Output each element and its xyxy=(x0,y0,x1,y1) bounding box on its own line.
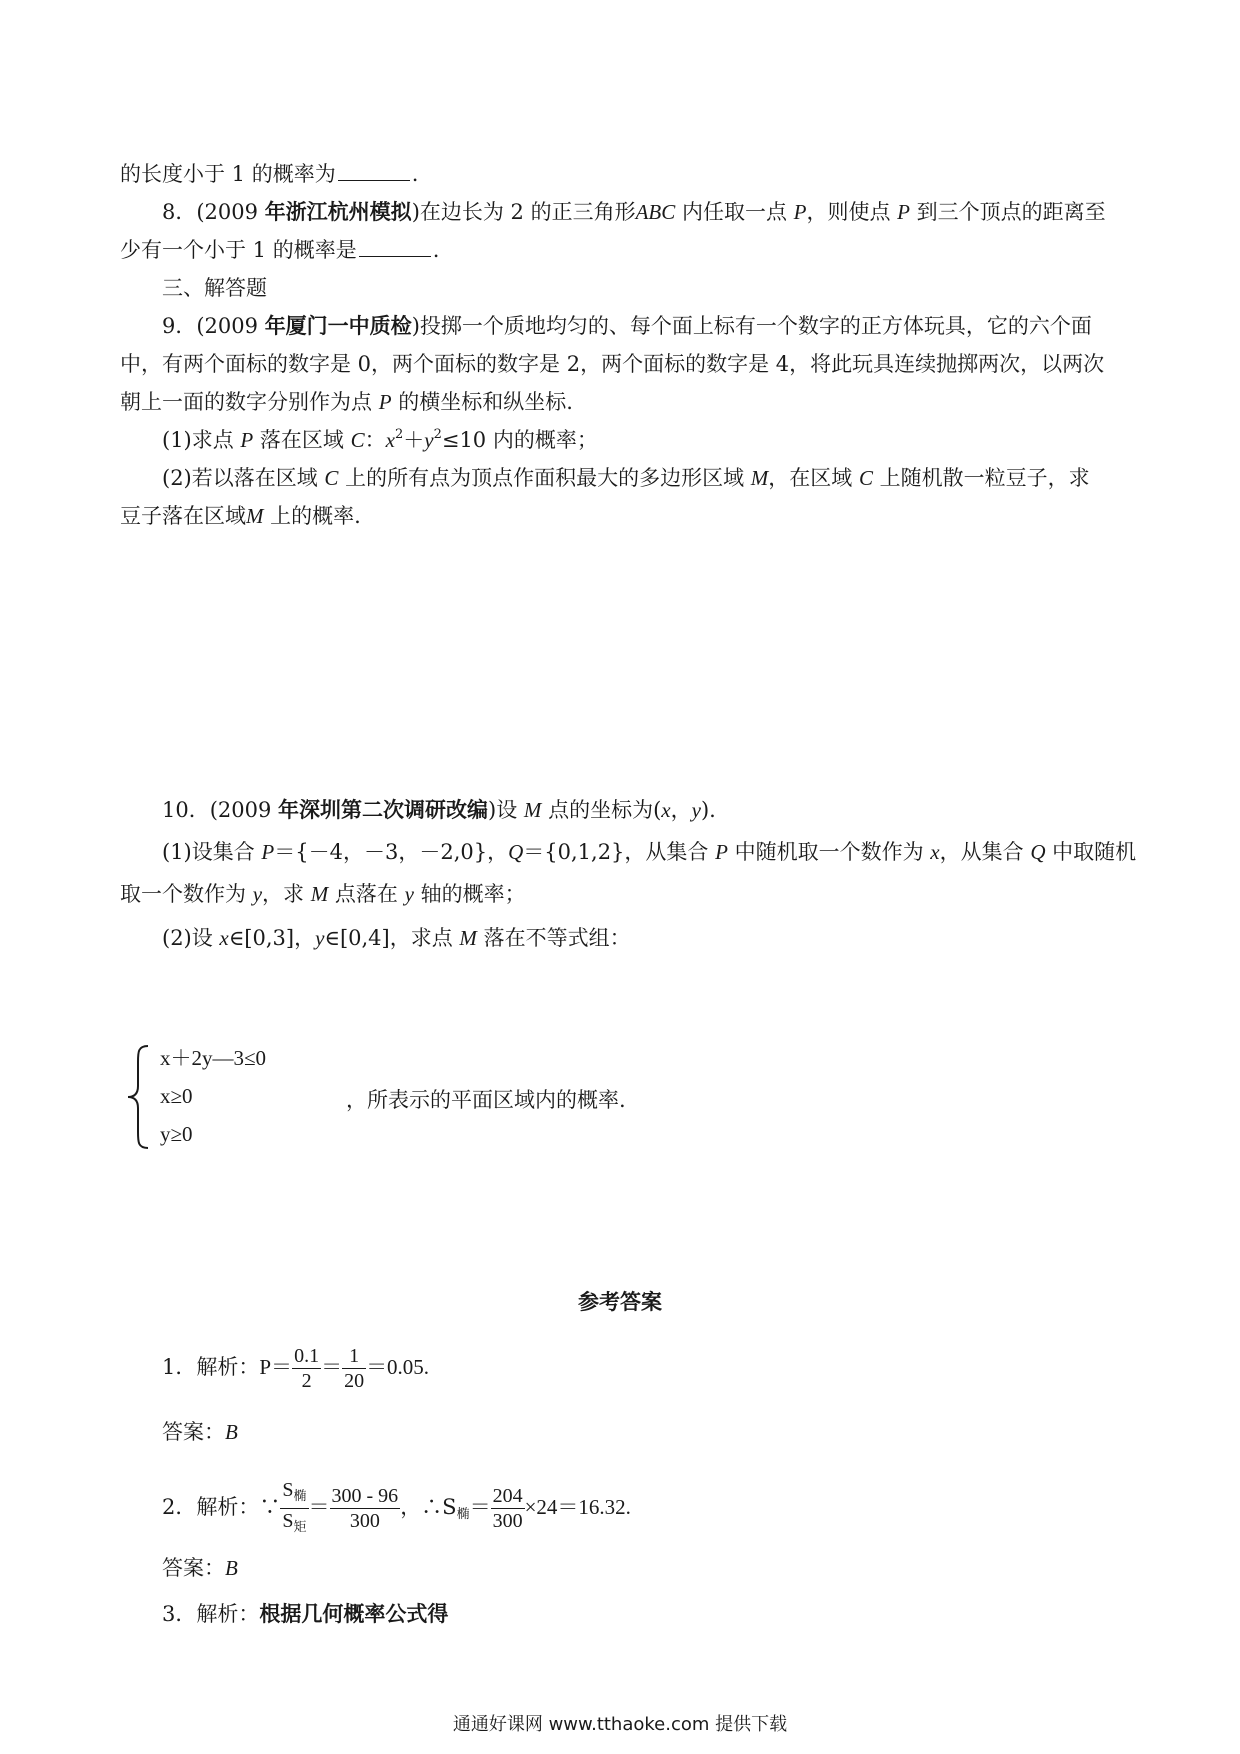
system-row-2: x≥0 xyxy=(160,1084,193,1108)
q9-source: 年厦门一中质检 xyxy=(264,313,412,338)
answer-1-result: 答案：B xyxy=(162,1420,238,1444)
q9-part2-line2: 豆子落在区域M 上的概率. xyxy=(120,504,361,528)
fraction: $\frac{204}{300}$ xyxy=(492,1485,523,1532)
q9-line2: 中，有两个面标的数字是 0，两个面标的数字是 2，两个面标的数字是 4，将此玩具连续抛掷两次，以两次 xyxy=(120,352,1105,376)
q8-line1: 8．(2009 年浙江杭州模拟)在边长为 2 的正三角形ABC 内任取一点 P，则使点 P 到三个顶点的距离至 xyxy=(162,199,1106,224)
answers-title: 参考答案 xyxy=(578,1289,662,1314)
answer-2-analysis: 2．解析：∵ $\frac{S_椭}{S_矩}$ ＝ $\frac{300 - 96}{300}$ ，$\therefore S_椭=$ $\frac{204}{300}$ ×24＝16.32. xyxy=(162,1478,631,1539)
fraction: $\frac{0.1}{2}$ xyxy=(294,1345,320,1392)
q10-part2: (2)设 x∈[0,3]，y∈[0,4]，求点 M 落在不等式组： xyxy=(162,926,631,950)
q9-part2-line1: (2)若以落在区域 C 上的所有点为顶点作面积最大的多边形区域 M，在区域 C 上随机散一粒豆子，求 xyxy=(162,466,1090,490)
fraction: $\frac{1}{20}$ xyxy=(344,1345,365,1392)
system-row-3: y≥0 xyxy=(160,1122,193,1146)
section-heading: 三、解答题 xyxy=(162,276,267,300)
q9-line1: 9．(2009 年厦门一中质检)投掷一个质地均匀的、每个面上标有一个数字的正方体玩具，它的六个面 xyxy=(162,313,1092,338)
q10-part1-line1: (1)设集合 P＝{－4，－3，－2,0}，Q＝{0,1,2}，从集合 P 中随机取一个数作为 x，从集合 Q 中取随机 xyxy=(162,840,1137,864)
q8-source: 年浙江杭州模拟 xyxy=(264,199,412,224)
q10-line1: 10．(2009 年深圳第二次调研改编)设 M 点的坐标为(x，y). xyxy=(162,797,716,822)
q9-part1: (1)求点 P 落在区域 C：$x^2+y^2\le 10$ 内的概率； xyxy=(162,427,598,452)
system-row-1: x＋2y—3≤0 xyxy=(160,1046,267,1070)
answer-1-analysis: 1．解析：P＝ $\frac{0.1}{2}$ ＝ $\frac{1}{20}$ ＝0.05. xyxy=(162,1345,430,1392)
answer-2-result: 答案：B xyxy=(162,1556,238,1580)
q7-tail-line: 的长度小于 1 的概率为 . xyxy=(120,162,419,186)
q8-line2: 少有一个小于 1 的概率是 . xyxy=(120,238,440,262)
q10-source: 年深圳第二次调研改编 xyxy=(278,797,489,822)
answer-3-analysis: 3．解析：根据几何概率公式得 xyxy=(162,1601,449,1626)
left-brace-icon xyxy=(120,1042,156,1152)
q10-system-tail: ，所表示的平面区域内的概率. xyxy=(346,1088,626,1112)
fraction: $\frac{300 - 96}{300}$ xyxy=(331,1485,399,1532)
q9-line3: 朝上一面的数字分别作为点 P 的横坐标和纵坐标. xyxy=(120,390,573,414)
answer-blank xyxy=(359,238,431,257)
page-footer: 通通好课网 www.tthaoke.com 提供下载 xyxy=(452,1714,788,1735)
answer-blank xyxy=(338,162,410,181)
q7-tail-text: 的长度小于 1 的概率为 xyxy=(120,162,336,186)
q10-part1-line2: 取一个数作为 y，求 M 点落在 y 轴的概率； xyxy=(120,882,526,906)
fraction: $\frac{S_椭}{S_矩}$ xyxy=(282,1479,307,1534)
